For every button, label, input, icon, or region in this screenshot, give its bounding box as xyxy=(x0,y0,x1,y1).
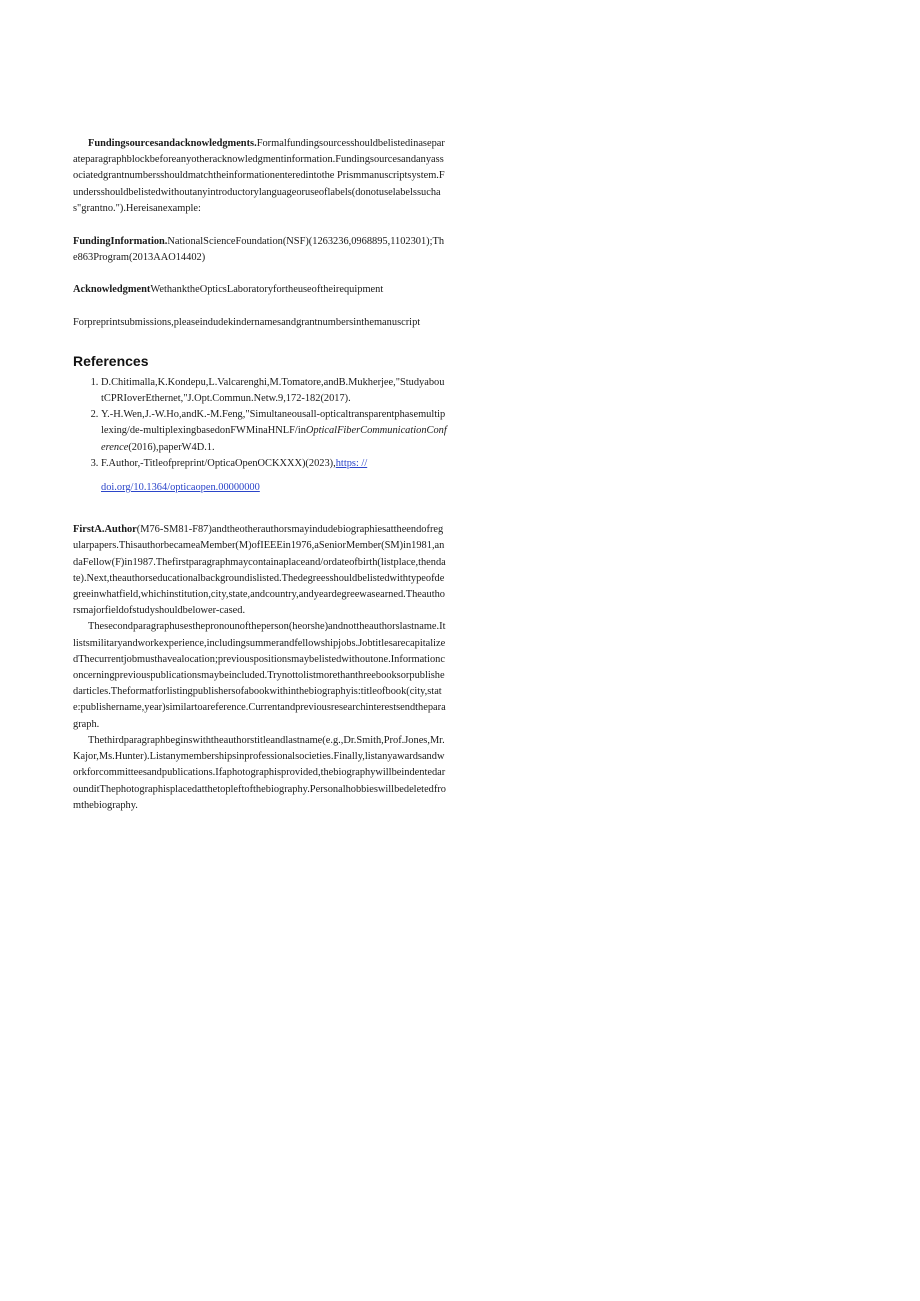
reference-item-3 xyxy=(101,456,447,496)
preprint-note: Forpreprintsubmissions,pleaseindudekindernamesandgrantnumbersinthemanuscript xyxy=(73,316,421,328)
reference-item-2 xyxy=(101,407,447,456)
reference-item-1 xyxy=(101,375,447,407)
references-title: References xyxy=(73,352,149,369)
text-column xyxy=(73,136,447,814)
funding-information-body: NationalScienceFoundation(NSF)(1263236,0968895,1102301);The863Program(2013AAO14402) xyxy=(73,236,445,264)
reference-2-conference: OpticalFiberCommunicationConference xyxy=(101,425,447,453)
reference-3-link-doi[interactable]: doi.org/10.1364/opticaopen.00000000 xyxy=(101,482,260,494)
reference-2-text: Y.-H.Wen,J.-W.Ho,andK.-M.Feng,"Simultaneousall-opticaltransparentphasemultiplexing/de-multiplexingbasedonFWMinaHNLF/in xyxy=(101,409,446,437)
reference-list xyxy=(73,375,447,496)
reference-1-text: D.Chitimalla,K.Kondepu,L.Valcarenghi,M.Tomatore,andB.Mukherjee,"StudyaboutCPRIoverEthernet,"J.Opt.Commun.Netw.9,172-182(2017). xyxy=(101,376,445,405)
funding-information-paragraph xyxy=(73,234,447,266)
acknowledgment-heading: Acknowledgment xyxy=(73,284,151,296)
acknowledgment-paragraph xyxy=(73,282,447,298)
biography-paragraph-3: Thethirdparagraphbeginswiththeauthorstitleandlastname(e.g.,Dr.Smith,Prof.Jones,Mr.Kajor,Ms.Hunter).Listanymembershipsinprofessionalsocieties.Finally,listanyawardsandworkforcommitteesandpublications.Ifaphotographisprovided,thebiographywillbeindentedarounditThephotographisplacedatthetopleftofthebiography.Personalhobbieswillbedeletedfromthebiography. xyxy=(73,734,446,811)
funding-paragraph xyxy=(73,136,447,217)
reference-2-tail: (2016),paperW4D.1. xyxy=(128,441,215,453)
reference-3-link-start[interactable]: https: // xyxy=(335,457,368,469)
funding-body: Formalfundingsourcesshouldbelistedinaseparateparagraphblockbeforeanyotheracknowledgmentinformation.Fundingsourcesandanyassociatedgrantnumbersshouldmatchtheinformationenteredintothe Prismmanuscriptsystem.Fundersshouldbelistedwithoutanyintroductorylanguageoruseoflabels(donotuselabelssuchas"grantno.").Hereisanexample: xyxy=(73,138,445,214)
author-biography xyxy=(73,522,447,814)
acknowledgment-body: WethanktheOpticsLaboratoryfortheuseoftheirequipment xyxy=(150,284,384,296)
biography-paragraph-1 xyxy=(73,522,447,619)
reference-3-text: F.Author,-Titleofpreprint/OpticaOpenOCKXXX)(2023), xyxy=(101,457,336,469)
biography-p1-text: (M76-SM81-F87)andtheotherauthorsmayindudebiographiesattheendofregularpapers.ThisauthorbecameaMember(M)ofIEEEin1976,aSeniorMember(SM)in1981,andaFellow(F)in1987.Thefirstparagraphmaycontainaplaceand/ordateofbirth(listplace,thendate).Next,theauthorseducationalbackgroundislisted.Thedegreesshouldbelistedwithtypeofdegreeinwhatfield,whichinstitution,city,state,andcountry,andyeardegreewasearned.Theauthorsmajorfieldofstudyshouldbelower-cased. xyxy=(73,524,446,617)
funding-heading: Fundingsourcesandacknowledgments. xyxy=(88,138,257,149)
biography-author-name: FirstA.Author xyxy=(73,524,137,536)
biography-paragraph-2: Thesecondparagraphusesthepronounoftheperson(heorshe)andnottheauthorslastname.Itlistsmilitaryandworkexperience,includingsummerandfellowshipjobs.JobtitlesarecapitalizedThecurrentjobmusthavealocation;previouspositionsmaybelistedwithoutone.Informationconcerningpreviouspublicationsmaybeincluded.Trynottolistmorethanthreebooksorpublishedarticles.Theformatforlistingpublishersofabookwithinthebiographyis:titleofbook(city,state:publishername,year)similartoareference.Currentandpreviousresearchinterestsendtheparagraph. xyxy=(73,621,446,730)
funding-information-heading: FundingInformation. xyxy=(73,236,168,248)
